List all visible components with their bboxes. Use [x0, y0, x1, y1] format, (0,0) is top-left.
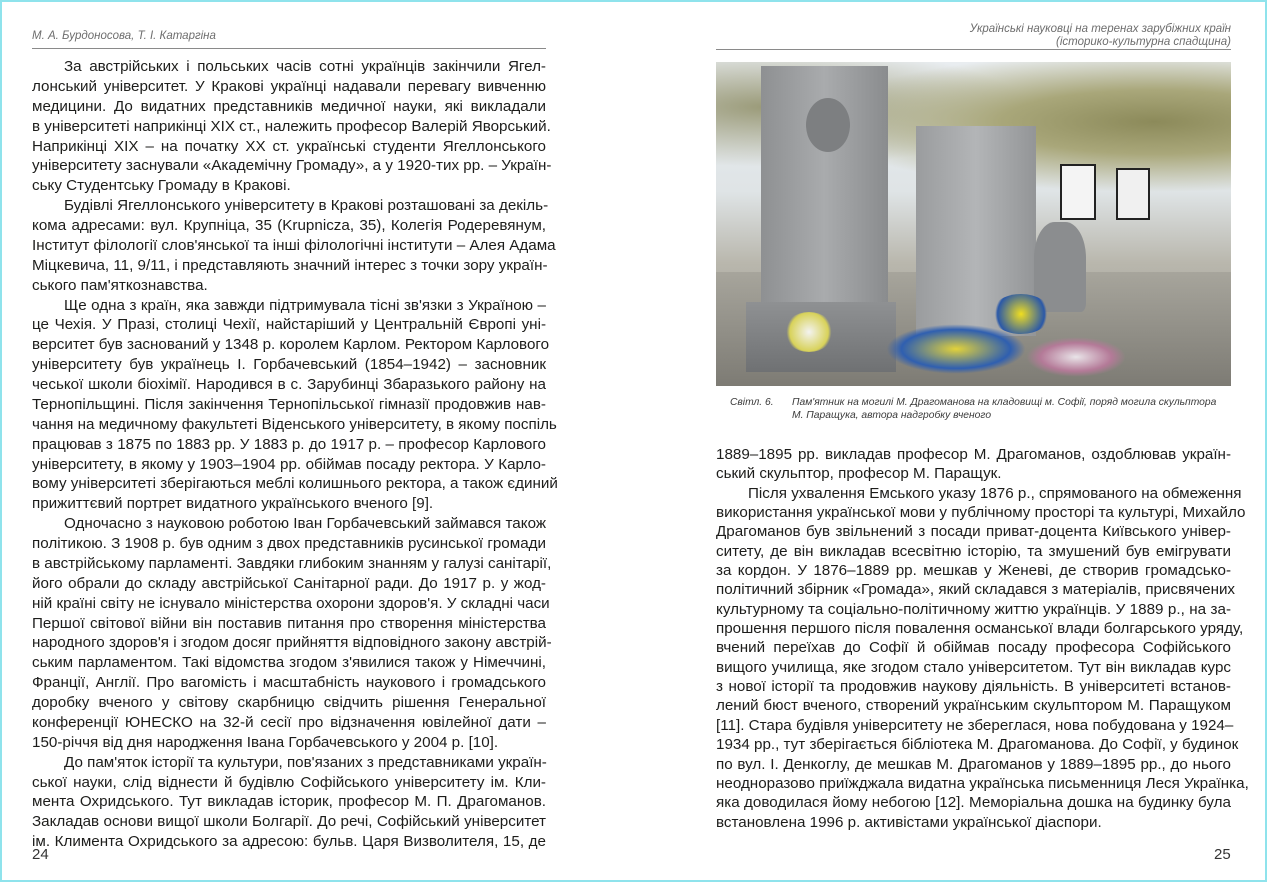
text-line: ську Студентську Громаду в Кракові.	[32, 177, 291, 195]
paragraph	[32, 753, 546, 852]
text-line: прошення першого після повалення османської влади болгарського уряду,	[716, 620, 1244, 638]
text-line: Драгоманов був звільнений з посади приват-доцента Київського універ-	[716, 523, 1231, 541]
text-line: його обрали до складу австрійської Санітарної ради. До 1917 р. у жод-	[32, 574, 546, 592]
text-line: вчений переїхав до Софії й обіймав посаду професора Софійського	[716, 639, 1231, 657]
text-line: Тернопільщині. Після закінчення Тернопільської гімназії продовжив нав-	[32, 395, 546, 413]
text-line: ім. Климента Охридського за адресою: бульв. Царя Визволителя, 15, де	[32, 833, 546, 851]
text-line: Після ухвалення Емського указу 1876 р., спрямованого на обмеження	[748, 484, 1242, 502]
text-line: верситет був заснований у 1348 р. королем Карлом. Ректором Карлового	[32, 336, 550, 354]
text-line: вищого училища, яке згодом стало університетом. Тут він викладав курс	[716, 658, 1231, 676]
page-number: 25	[1214, 846, 1231, 863]
text-line: університету заснували «Академічну Громаду», а у 1920-тих рр. – Україн-	[32, 157, 552, 175]
caption-line: М. Паращука, автора надгробку вченого	[792, 410, 992, 421]
paragraph	[32, 57, 552, 196]
paragraph	[716, 445, 1231, 484]
paragraph	[716, 484, 1249, 832]
text-line: по вул. І. Денкоглу, де мешкав М. Драгоманов у 1889–1895 рр., до нього	[716, 755, 1231, 773]
running-head-line: (історико-культурна спадщина)	[1056, 36, 1231, 48]
text-line: використання української мови у публічному просторі та культурі, Михайло	[716, 504, 1246, 522]
text-line: університету був українець І. Горбачевський (1854–1942) – засновник	[32, 356, 546, 374]
running-head-authors: М. А. Бурдоносова, Т. І. Катаргіна	[32, 30, 216, 42]
text-line: Наприкінці ХІХ – на початку ХХ ст. українські студенти Ягеллонського	[32, 137, 546, 155]
text-line: з нової історії та продовжив наукову діяльність. В університеті встанов-	[716, 678, 1231, 696]
text-line: Будівлі Ягеллонського університету в Кракові розташовані за декіль-	[64, 197, 549, 215]
text-line: доробку вченого у світову скарбницю свідчить рішення Генеральної	[32, 694, 546, 711]
text-line: прижиттєвий портрет видатного українського вченого [9].	[32, 495, 434, 513]
text-line: [11]. Стара будівля університету не збереглася, нова побудована у 1924–	[716, 716, 1234, 734]
page-number: 24	[32, 846, 49, 863]
text-line: це Чехія. У Празі, столиці Чехії, найстаріший у Центральній Європі уні-	[32, 316, 546, 334]
figure-label: Світл. 6.	[730, 397, 774, 408]
text-line: ситету, де він викладав всесвітню історію, та змушений був емігрувати	[716, 542, 1231, 560]
figure-caption	[716, 396, 1231, 422]
text-line: неодноразово приїжджала видатна українська письменниця Леся Українка,	[716, 774, 1249, 792]
text-line: Міцкевича, 11, 9/11, і представляють значний інтерес з точки зору україн-	[32, 256, 548, 274]
text-line: політичний збірник «Громада», який складався з матеріалів, присвячених	[716, 581, 1236, 599]
right-body-text	[716, 445, 1249, 832]
paragraph	[32, 196, 556, 295]
text-line: За австрійських і польських часів сотні українців закінчили Ягел-	[64, 58, 546, 75]
text-line: медицини. До видатних представників медичної науки, які викладали	[32, 97, 546, 115]
text-line: ським парламентом. Такі відомства згодом з'явилися також у Німеччині,	[32, 654, 546, 672]
text-line: працював з 1875 по 1883 рр. У 1883 р. до 1917 р. – професор Карлового	[32, 435, 546, 453]
text-line: в університеті наприкінці ХІХ ст., належить професор Валерій Яворський.	[32, 117, 551, 135]
text-line: конференції ЮНЕСКО на 32-й сесії про відзначення ювілейної дати –	[32, 713, 546, 731]
text-line: До пам'яток історії та культури, пов'язаних з представниками україн-	[64, 753, 547, 771]
text-line: університету, в якому у 1903–1904 рр. обіймав посаду ректора. У Карло-	[32, 455, 546, 473]
text-line: 1934 рр., тут зберігається бібліотека М. Драгоманова. До Софії, у будинок	[716, 736, 1239, 754]
paragraph	[32, 514, 552, 753]
text-line: ської науки, слід віднести й будівлю Софійського університету ім. Кли-	[32, 773, 546, 791]
monument-photo	[716, 62, 1231, 386]
text-line: культурному та соціально-політичному життю українців. У 1889 р., на за-	[716, 600, 1231, 618]
text-line: Закладав основи вищої школи Болгарії. До речі, Софійський університет	[32, 813, 546, 831]
text-line: мента Охридського. Тут викладав історик, професор М. П. Драгоманов.	[32, 793, 546, 811]
text-line: ського пам'яткознавства.	[32, 276, 208, 294]
text-line: чання на медичному факультеті Віденського університету, в якому поспіль	[32, 415, 557, 433]
text-line: народного здоров'я і згодом досяг прийняття відповідного закону австрій-	[32, 634, 552, 652]
header-rule	[716, 49, 1231, 50]
text-line: лонський університет. У Кракові українці надавали перевагу вивченню	[32, 77, 546, 95]
text-line: ній країні світу не існувало міністерства охорони здоров'я. У складні часи	[32, 594, 550, 612]
text-line: 150-річчя від дня народження Івана Горбачевського у 2004 р. [10].	[32, 733, 499, 751]
text-line: Одночасно з науковою роботою Іван Горбачевський займався також	[64, 515, 546, 533]
text-line: Франції, Англії. Про вагомість і масштабність наукового і громадського	[32, 674, 546, 692]
text-line: за кордон. У 1876–1889 рр. мешкав у Женеві, де створив громадсько-	[716, 562, 1231, 580]
text-line: кома адресами: вул. Крупніца, 35 (Krupnicza, 35), Колегія Родеревянум,	[32, 217, 546, 234]
text-line: лений бюст вченого, створений українським скульптором М. Паращуком	[716, 697, 1231, 715]
text-line: вому університеті зберігаються меблі колишнього ректора, а також єдиний	[32, 475, 558, 493]
left-body-text	[32, 57, 558, 852]
text-line: чеської школи біохімії. Народився в с. Зарубинці Збаразького району на	[32, 376, 546, 393]
paragraph	[32, 296, 558, 515]
running-head-line: Українські науковці на теренах зарубіжних країн	[969, 23, 1231, 35]
text-line: політикою. З 1908 р. був одним з двох представників русинської громади	[32, 535, 546, 552]
text-line: Ще одна з країн, яка завжди підтримувала тісні зв'язки з Україною –	[64, 296, 546, 314]
text-line: Інститут філології слов'янської та інші філологічні інститути – Алея Адама	[32, 236, 556, 254]
text-line: в австрійському парламенті. Завдяки глибоким знанням у галузі санітарії,	[32, 554, 552, 572]
text-line: яка доводилася йому небогою [12]. Меморіальна дошка на будинку була	[716, 794, 1231, 812]
caption-line: Пам'ятник на могилі М. Драгоманова на кладовищі м. Софії, поряд могила скульптора	[792, 397, 1217, 408]
header-rule	[32, 48, 546, 49]
text-line: Першої світової війни він поставив питання про створення міністерства	[32, 614, 546, 632]
text-line: ський скульптор, професор М. Паращук.	[716, 465, 1002, 483]
running-head-title	[970, 23, 1231, 49]
text-line: встановлена 1996 р. активістами української діаспори.	[716, 813, 1102, 831]
text-line: 1889–1895 рр. викладав професор М. Драгоманов, оздоблював україн-	[716, 446, 1231, 463]
